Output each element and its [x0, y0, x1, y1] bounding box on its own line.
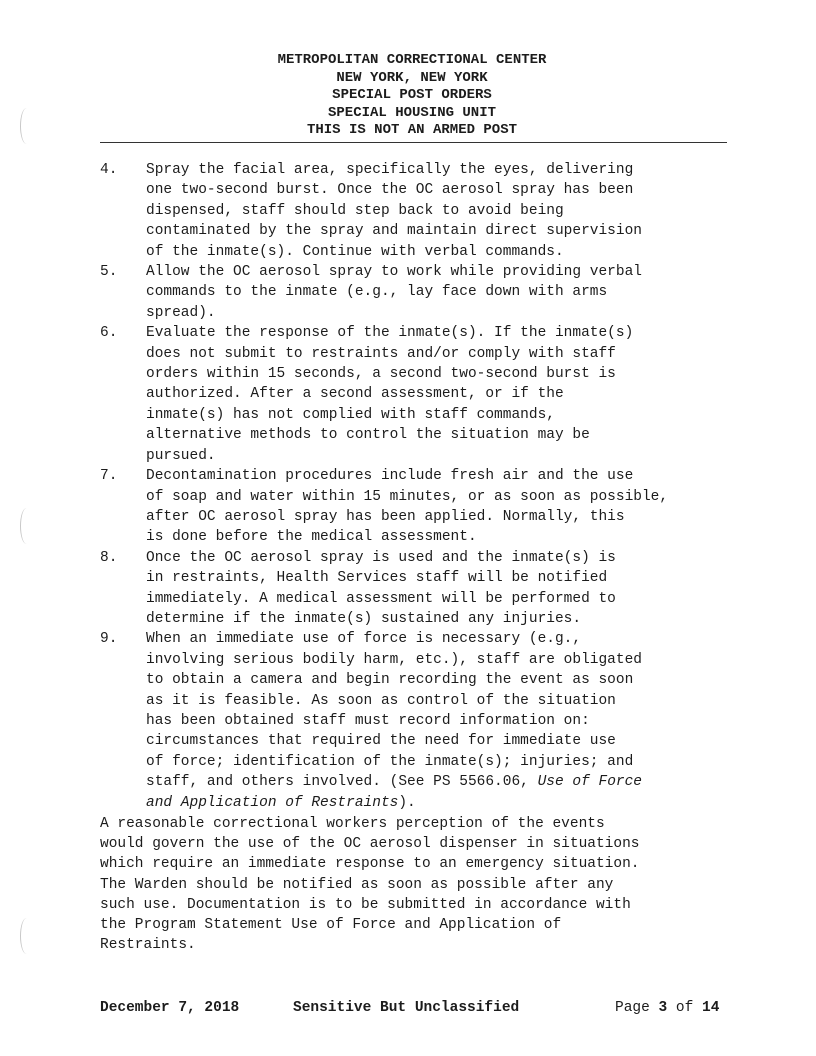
- paragraph-line: A reasonable correctional workers perception of the events: [100, 816, 605, 832]
- list-item: [100, 323, 740, 466]
- document-header: [0, 52, 816, 140]
- closing-paragraph: [100, 814, 740, 955]
- list-item-line: Allow the OC aerosol spray to work while providing verbal: [146, 264, 642, 281]
- paragraph-line: which require an immediate response to an emergency situation.: [100, 856, 640, 873]
- list-item-line: as it is feasible. As soon as control of the situation: [146, 692, 616, 709]
- punch-hole-mark: [20, 918, 33, 954]
- header-line: NEW YORK, NEW YORK: [336, 69, 488, 86]
- list-item-line: immediately. A medical assessment will be performed to: [146, 590, 616, 607]
- header-divider: [100, 142, 727, 143]
- list-item-line: after OC aerosol spray has been applied. Normally, this: [146, 508, 625, 525]
- list-item-number: 7.: [100, 468, 118, 485]
- list-item-line: to obtain a camera and begin recording the event as soon: [146, 672, 634, 689]
- footer-date: December 7, 2018: [100, 1000, 240, 1016]
- policy-title-italic: and Application of Restraints: [146, 794, 399, 811]
- paragraph-line: would govern the use of the OC aerosol dispenser in situations: [100, 836, 640, 853]
- list-item-line: pursued.: [146, 447, 216, 464]
- list-item-line: orders within 15 seconds, a second two-second burst is: [146, 366, 616, 383]
- list-item-line: of the inmate(s). Continue with verbal commands.: [146, 243, 564, 260]
- list-item-line: of force; identification of the inmate(s); injuries; and: [146, 753, 634, 770]
- page-number: [615, 1000, 719, 1016]
- list-item: [100, 262, 740, 323]
- list-item-line: authorized. After a second assessment, or if the: [146, 386, 564, 403]
- list-item-line: Decontamination procedures include fresh air and the use: [146, 468, 634, 485]
- list-item-number: 4.: [100, 162, 118, 178]
- page-total: 14: [702, 1000, 720, 1016]
- list-item-line: does not submit to restraints and/or comply with staff: [146, 345, 616, 362]
- header-line: THIS IS NOT AN ARMED POST: [306, 122, 518, 138]
- list-item-line: When an immediate use of force is necessary (e.g.,: [146, 631, 582, 648]
- citation-suffix: ).: [398, 794, 416, 811]
- paragraph-line: The Warden should be notified as soon as possible after any: [100, 876, 614, 893]
- list-item-line: in restraints, Health Services staff will be notified: [146, 570, 608, 587]
- citation-prefix: staff, and others involved. (See PS 5566.06,: [146, 774, 538, 791]
- list-item-line: one two-second burst. Once the OC aerosol spray has been: [146, 182, 634, 199]
- list-item-number: 8.: [100, 549, 118, 566]
- paragraph-line: Restraints.: [100, 937, 196, 954]
- list-item-line: is done before the medical assessment.: [146, 529, 477, 546]
- list-item-number: 5.: [100, 264, 118, 281]
- header-line: METROPOLITAN CORRECTIONAL CENTER: [277, 52, 547, 68]
- page-current: 3: [658, 1000, 668, 1016]
- list-item-line: Evaluate the response of the inmate(s). If the inmate(s): [146, 325, 634, 342]
- list-item-line: involving serious bodily harm, etc.), staff are obligated: [146, 651, 642, 668]
- list-item: [100, 629, 740, 813]
- list-item-line: dispensed, staff should step back to avoid being: [146, 202, 564, 219]
- list-item-line: of soap and water within 15 minutes, or as soon as possible,: [146, 488, 669, 505]
- list-item-line: alternative methods to control the situation may be: [146, 427, 590, 444]
- list-item-line: Spray the facial area, specifically the eyes, delivering: [146, 162, 634, 178]
- header-line: SPECIAL HOUSING UNIT: [327, 104, 497, 121]
- list-item: [100, 160, 740, 262]
- page-of: of: [675, 1000, 694, 1016]
- header-line: SPECIAL POST ORDERS: [332, 87, 492, 103]
- punch-hole-mark: [20, 508, 33, 544]
- footer-classification: Sensitive But Unclassified: [293, 1000, 520, 1016]
- list-item: [100, 548, 740, 630]
- list-item-line: inmate(s) has not complied with staff commands,: [146, 406, 555, 423]
- list-item-line: has been obtained staff must record information on:: [146, 712, 590, 729]
- list-item-line: Once the OC aerosol spray is used and the inmate(s) is: [146, 549, 616, 566]
- paragraph-line: the Program Statement Use of Force and Application of: [100, 917, 562, 934]
- list-item-line: commands to the inmate (e.g., lay face down with arms: [146, 284, 608, 301]
- list-item-number: 9.: [100, 631, 118, 648]
- list-item-line: [146, 772, 740, 792]
- list-item-line: determine if the inmate(s) sustained any injuries.: [146, 610, 582, 627]
- numbered-procedure-list: [100, 160, 740, 813]
- policy-title-italic: Use of Force: [537, 774, 642, 791]
- list-item-line: spread).: [146, 304, 216, 321]
- list-item-line: circumstances that required the need for immediate use: [146, 733, 616, 750]
- page-label: Page: [615, 1000, 650, 1016]
- list-item: [100, 466, 740, 548]
- list-item-line: contaminated by the spray and maintain direct supervision: [146, 223, 642, 240]
- list-item-line: [146, 793, 740, 813]
- list-item-number: 6.: [100, 325, 118, 342]
- paragraph-line: such use. Documentation is to be submitted in accordance with: [100, 896, 631, 913]
